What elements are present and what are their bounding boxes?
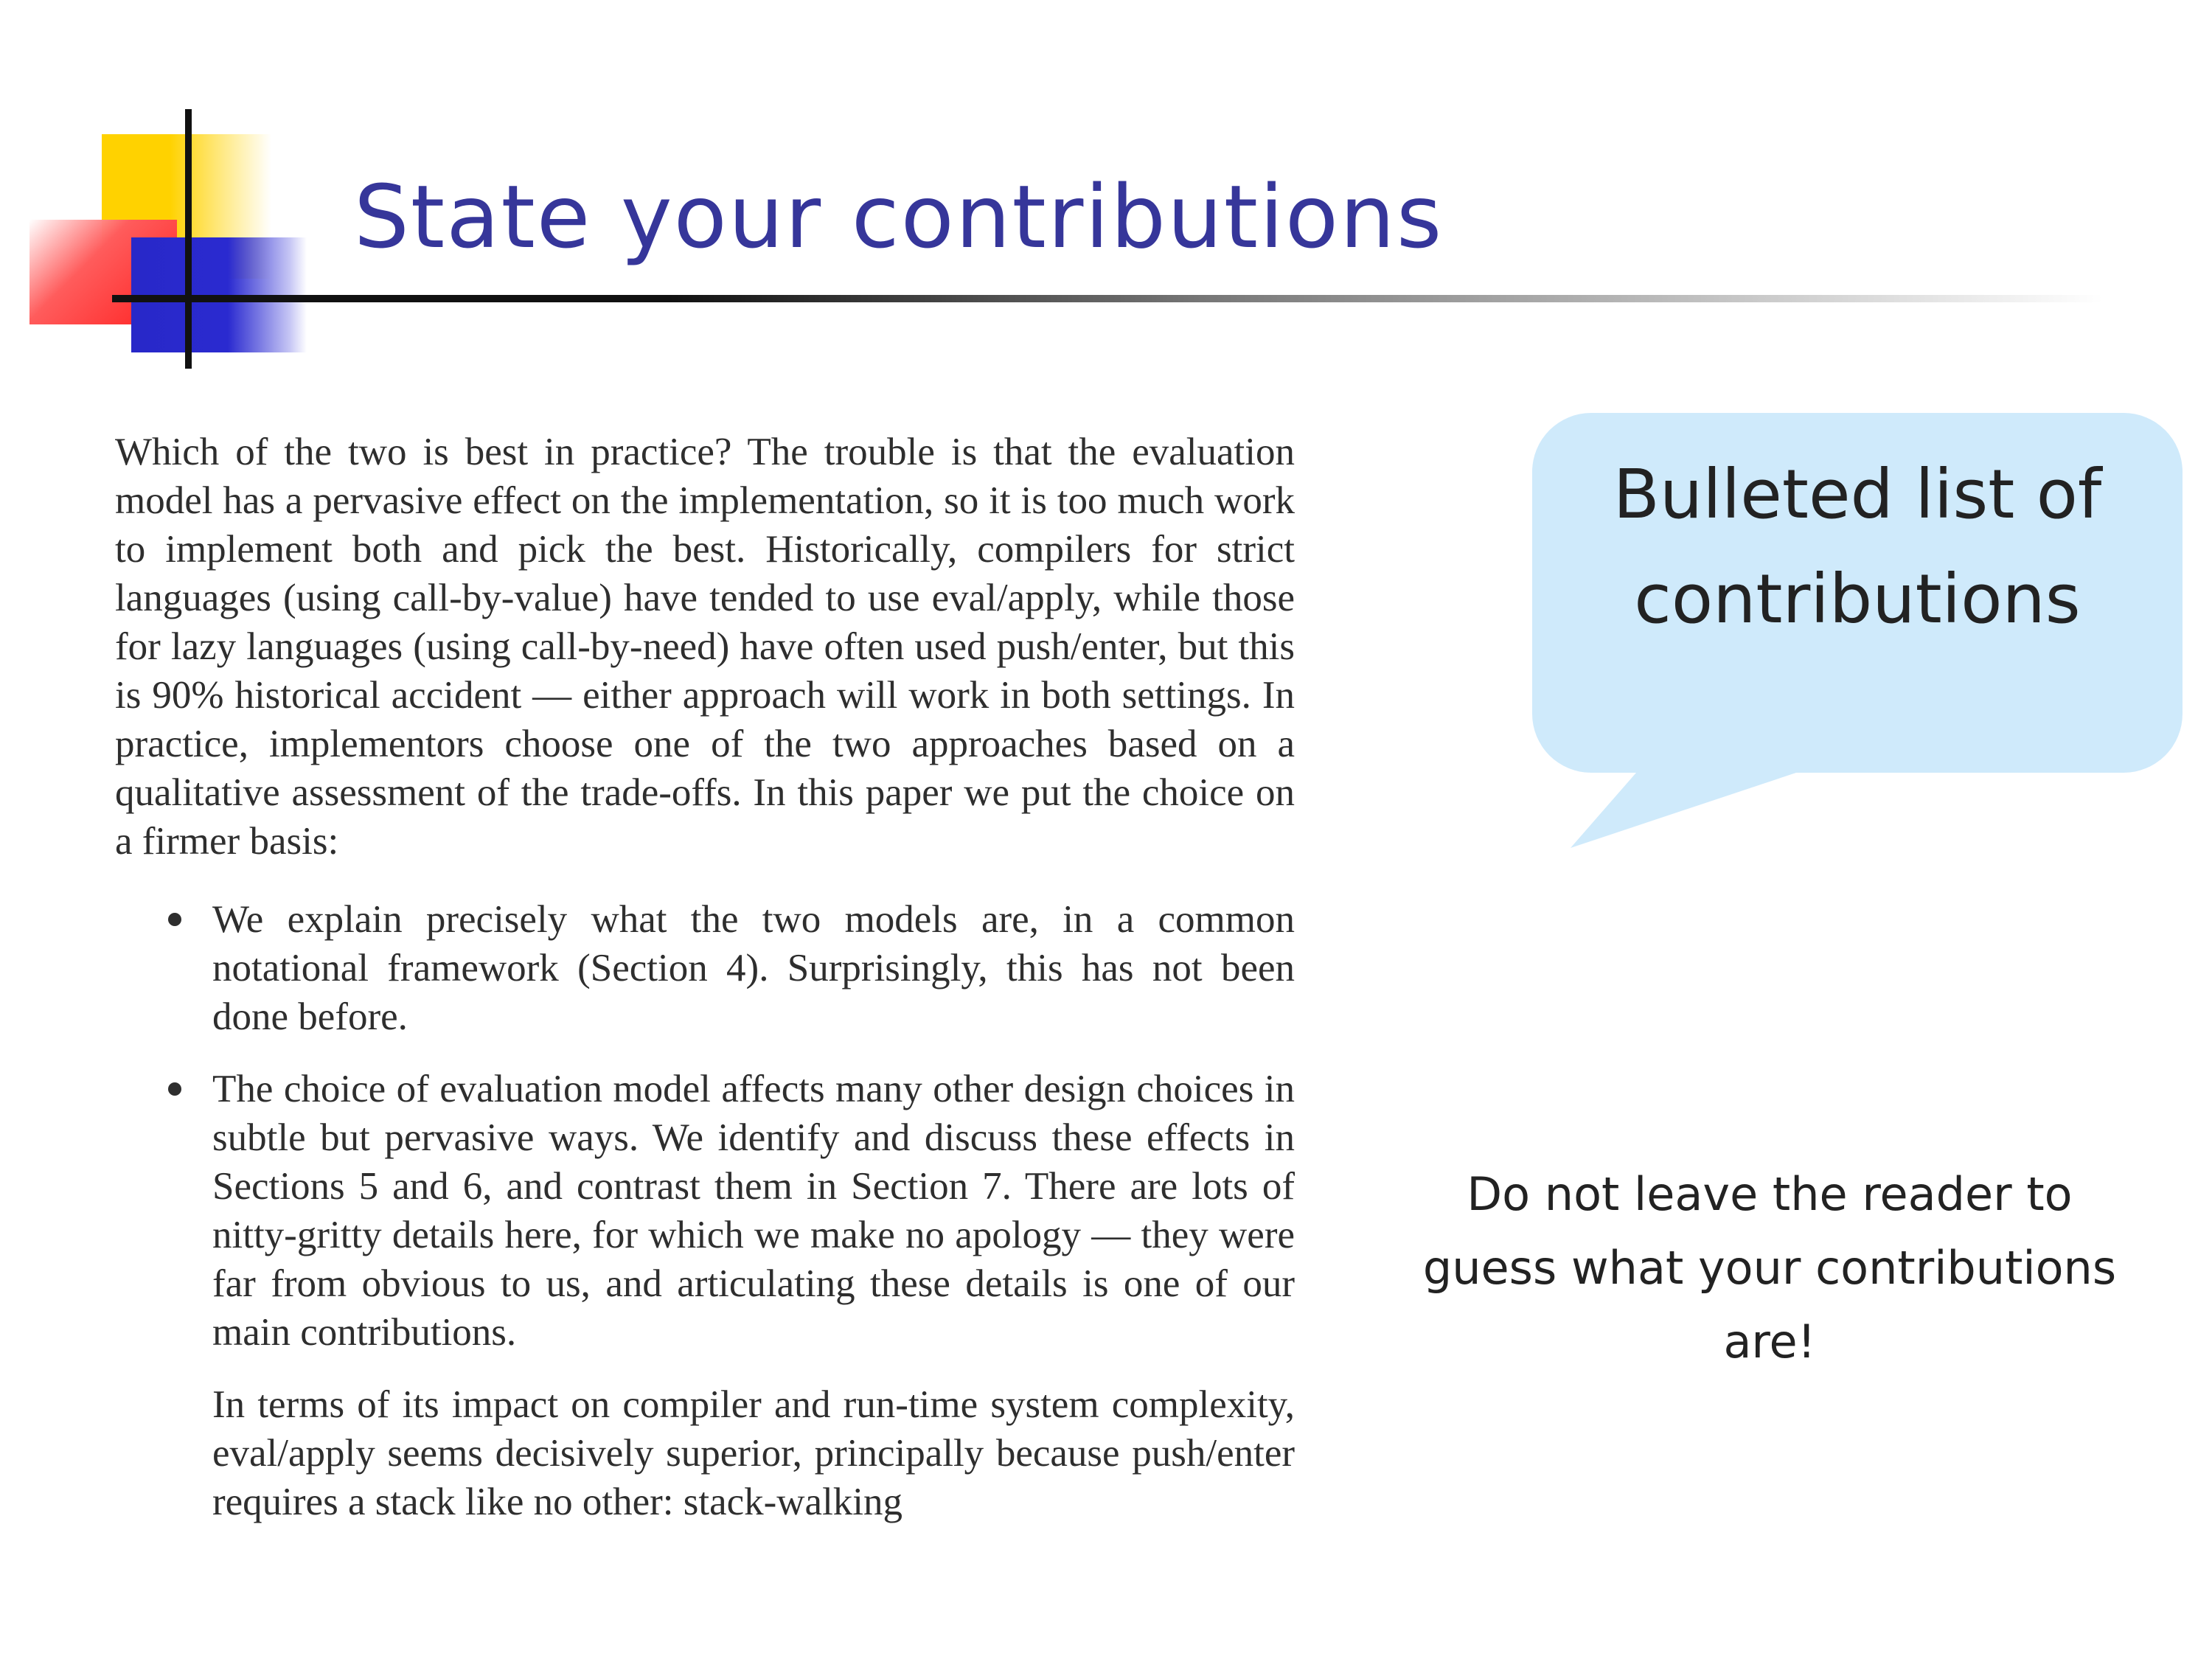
contributions-list — [115, 895, 1295, 1357]
list-item-text: We explain precisely what the two models are, in a common notational framework (Section 4). Surprisingly, this has not been done before. — [212, 898, 1295, 1038]
bullet-icon — [168, 913, 181, 926]
bullet-icon — [168, 1082, 181, 1096]
speech-bubble-tail — [1571, 767, 1814, 848]
list-item-text: The choice of evaluation model affects many other design choices in subtle but pervasive ways. We identify and discuss these effects in Sections 5 and 6, and contrast them in Section 7. There are lots of nitty-gritty details here, for which we make no apology — they were far from obvious to us, and articulating these details is one of our main contributions. — [212, 1068, 1295, 1354]
excerpt-continuation-paragraph: In terms of its impact on compiler and run-time system complexity, eval/apply seems decisively superior, principally because push/enter requires a stack like no other: stack-walking — [212, 1383, 1295, 1523]
excerpt-intro-paragraph: Which of the two is best in practice? The trouble is that the evaluation model has a pervasive effect on the implementation, so it is too much work to implement both and pick the best. Historically, compilers for strict languages (using call-by-value) have tended to use eval/apply, while those for lazy languages (using call-by-need) have often used push/enter, but this is 90% historical accident — either approach will work in both settings. In practice, implementors choose one of the two approaches based on a qualitative assessment of the trade-offs. In this paper we put the choice on a firmer basis: — [115, 431, 1295, 863]
slide-title: State your contributions — [354, 166, 1444, 268]
advice-note: Do not leave the reader to guess what your contributions are! — [1422, 1167, 2117, 1368]
title-underline — [112, 295, 2103, 302]
callout-text: Bulleted list of contributions — [1613, 455, 2102, 639]
paper-excerpt — [115, 428, 1295, 1526]
slide-logo — [0, 0, 324, 383]
logo-vertical-line — [185, 109, 192, 369]
list-item — [115, 1065, 1295, 1357]
list-item — [115, 895, 1295, 1041]
